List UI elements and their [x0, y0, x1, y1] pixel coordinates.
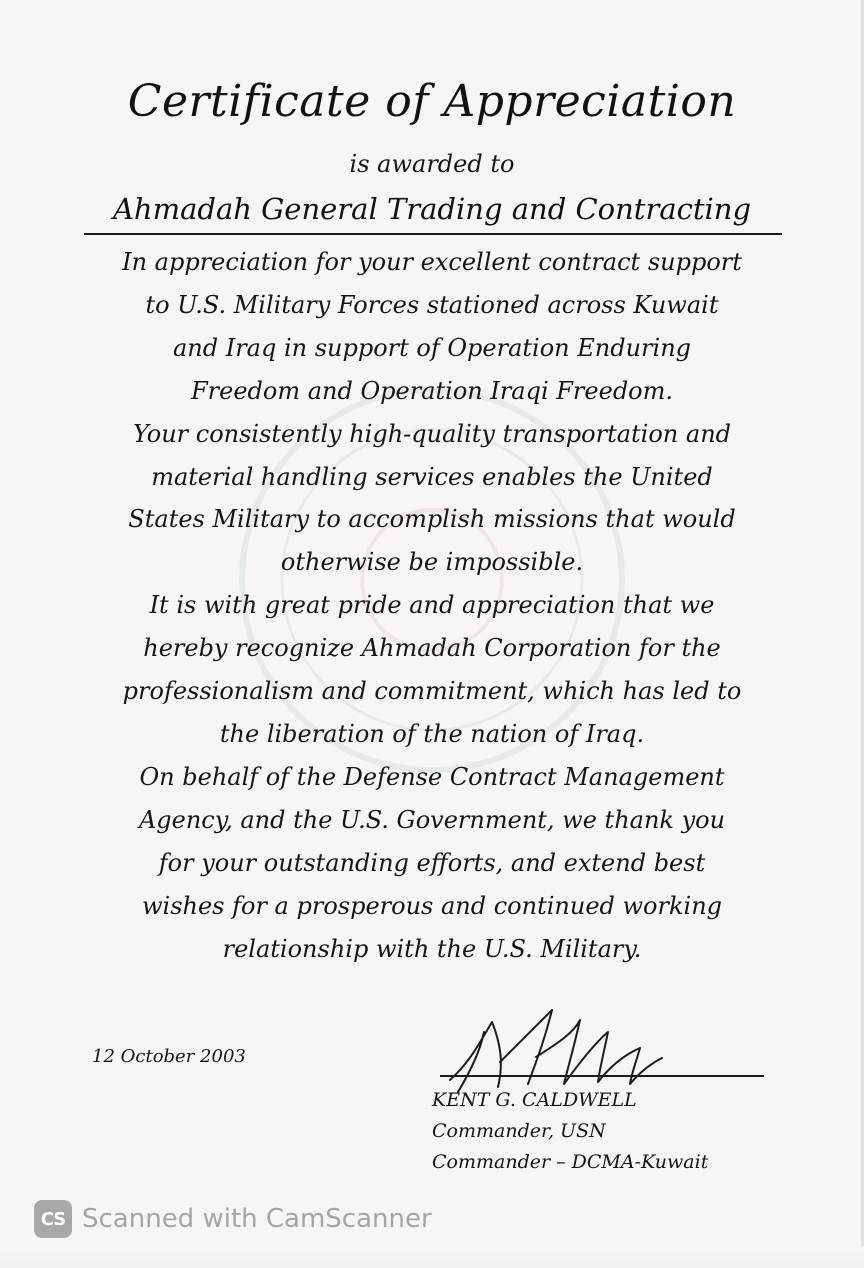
body-line: the liberation of the nation of Iraq. [219, 719, 645, 748]
signer-block [432, 1085, 708, 1178]
signer-title: Commander – DCMA-Kuwait [432, 1151, 709, 1173]
body-line: material handling services enables the United [151, 462, 713, 491]
certificate-title: Certificate of Appreciation [127, 76, 737, 127]
signature-line [440, 1075, 764, 1077]
body-line: for your outstanding efforts, and extend best [158, 848, 706, 877]
camscanner-logo-icon: CS [34, 1200, 72, 1238]
body-line: On behalf of the Defense Contract Management [139, 762, 725, 791]
body-line: Agency, and the U.S. Government, we thank you [138, 805, 726, 834]
watermark-text: Scanned with CamScanner [82, 1204, 432, 1234]
camscanner-watermark [34, 1200, 432, 1238]
body-line: hereby recognize Ahmadah Corporation for the [143, 634, 721, 663]
body-line: In appreciation for your excellent contract support [122, 248, 742, 276]
body-line: States Military to accomplish missions that would [128, 505, 736, 534]
scan-edge-bottom [0, 1246, 864, 1268]
body-line: to U.S. Military Forces stationed across Kuwait [145, 290, 719, 319]
body-line: It is with great pride and appreciation that we [149, 591, 715, 620]
recipient-underline [84, 233, 782, 235]
recipient-name: Ahmadah General Trading and Contracting [112, 192, 752, 226]
body-line: wishes for a prosperous and continued working [141, 891, 723, 920]
body-line: and Iraq in support of Operation Enduring [172, 333, 692, 362]
body-line: Your consistently high-quality transportation and [132, 419, 732, 448]
body-line: professionalism and commitment, which has led to [122, 677, 742, 706]
body-line: relationship with the U.S. Military. [222, 934, 642, 963]
body-line: otherwise be impossible. [280, 548, 584, 577]
signer-title: Commander, USN [432, 1120, 606, 1142]
body-line: Freedom and Operation Iraqi Freedom. [190, 376, 674, 405]
certificate-body [60, 241, 804, 970]
signer-name: KENT G. CALDWELL [432, 1089, 637, 1111]
certificate-date: 12 October 2003 [92, 1046, 246, 1067]
certificate-subtitle: is awarded to [349, 150, 515, 178]
